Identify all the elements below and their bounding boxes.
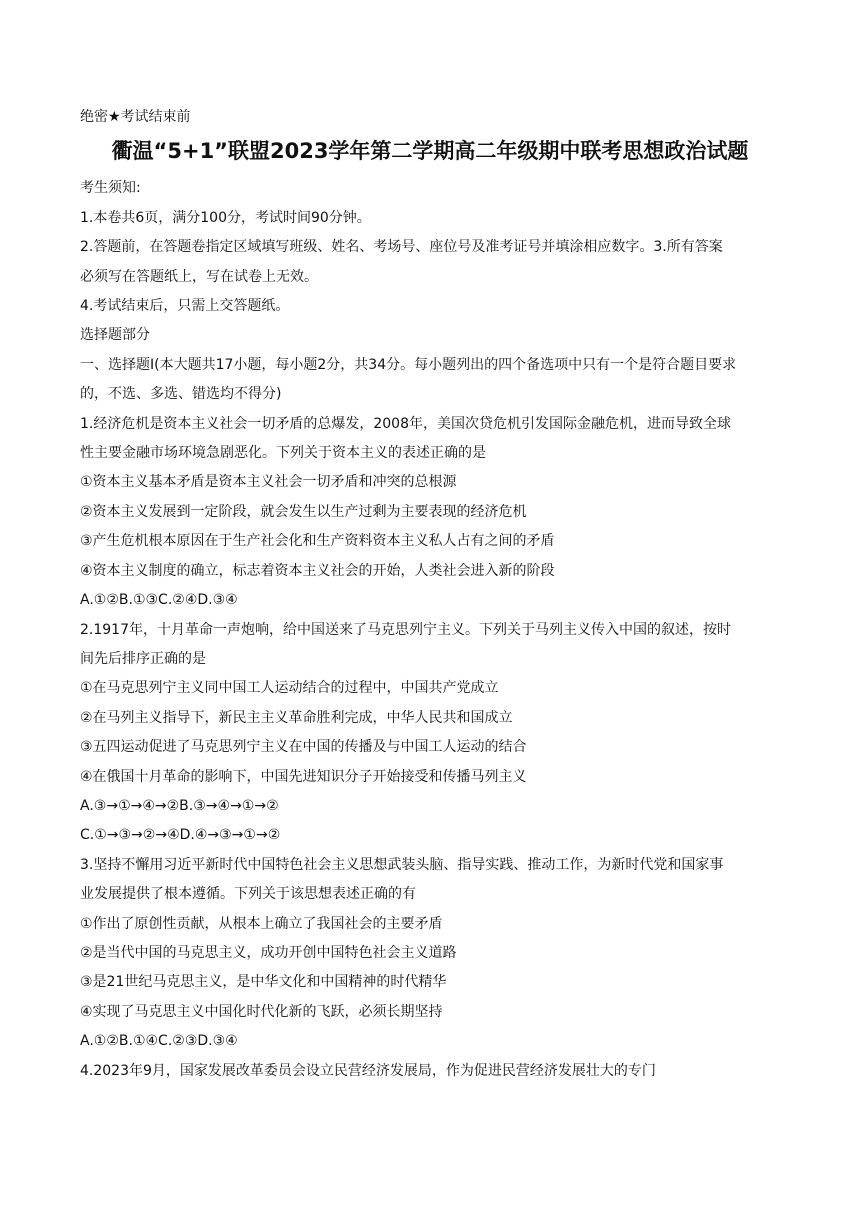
question-2-stem-line-2: 间先后排序正确的是	[80, 650, 206, 667]
question-2-option-3: ③五四运动促进了马克思列宁主义在中国的传播及与中国工人运动的结合	[80, 739, 527, 756]
question-3-stem-line-2: 业发展提供了根本遵循。下列关于该思想表述正确的有	[80, 886, 416, 903]
question-2-option-2: ②在马列主义指导下，新民主主义革命胜利完成，中华人民共和国成立	[80, 709, 513, 726]
section-part-label: 选择题部分	[80, 327, 150, 344]
notice-item-4: 4.考试结束后，只需上交答题纸。	[80, 298, 290, 315]
question-1-option-4: ④资本主义制度的确立，标志着资本主义社会的开始，人类社会进入新的阶段	[80, 562, 555, 579]
question-2-choices-line-1: A.③→①→④→②B.③→④→①→②	[80, 797, 279, 814]
question-3-option-4: ④实现了马克思主义中国化时代化新的飞跃，必须长期坚持	[80, 1003, 443, 1020]
question-2-stem-line-1: 2.1917年，十月革命一声炮响，给中国送来了马克思列宁主义。下列关于马列主义传入中国的叙述，按时	[80, 621, 731, 638]
question-1-choices: A.①②B.①③C.②④D.③④	[80, 592, 238, 609]
notice-heading: 考生须知:	[80, 180, 141, 197]
question-3-stem-line-1: 3.坚持不懈用习近平新时代中国特色社会主义思想武装头脑、指导实践、推动工作，为新时代党和国家事	[80, 856, 724, 873]
question-3-option-2: ②是当代中国的马克思主义，成功开创中国特色社会主义道路	[80, 944, 457, 961]
question-3-option-3: ③是21世纪马克思主义，是中华文化和中国精神的时代精华	[80, 974, 447, 991]
question-1-option-3: ③产生危机根本原因在于生产社会化和生产资料资本主义私人占有之间的矛盾	[80, 533, 555, 550]
notice-item-2-line-2: 必须写在答题纸上，写在试卷上无效。	[80, 268, 318, 285]
confidential-label: 绝密★考试结束前	[80, 109, 191, 125]
question-1-stem-line-1: 1.经济危机是资本主义社会一切矛盾的总爆发，2008年，美国次贷危机引发国际金融危机，进而导致全球	[80, 415, 731, 432]
notice-item-2-line-1: 2.答题前，在答题卷指定区域填写班级、姓名、考场号、座位号及准考证号并填涂相应数字。3.所有答案	[80, 239, 723, 256]
exam-title: 衢温“5+1”联盟2023学年第二学期高二年级期中联考思想政治试题	[111, 139, 749, 164]
question-1-option-2: ②资本主义发展到一定阶段，就会发生以生产过剩为主要表现的经济危机	[80, 503, 527, 520]
question-2-option-1: ①在马克思列宁主义同中国工人运动结合的过程中，中国共产党成立	[80, 680, 499, 697]
question-2-option-4: ④在俄国十月革命的影响下，中国先进知识分子开始接受和传播马列主义	[80, 768, 527, 785]
section-instructions-line-2: 的，不选、多选、错选均不得分)	[80, 386, 282, 403]
question-2-choices-line-2: C.①→③→②→④D.④→③→①→②	[80, 827, 281, 844]
question-1-stem-line-2: 性主要金融市场环境急剧恶化。下列关于资本主义的表述正确的是	[80, 445, 486, 462]
question-3-choices: A.①②B.①④C.②③D.③④	[80, 1033, 238, 1050]
question-4-stem-line-1: 4.2023年9月，国家发展改革委员会设立民营经济发展局，作为促进民营经济发展壮大的专门	[80, 1062, 656, 1079]
question-1-option-1: ①资本主义基本矛盾是资本主义社会一切矛盾和冲突的总根源	[80, 474, 457, 491]
exam-content	[80, 103, 780, 1086]
question-3-option-1: ①作出了原创性贡献，从根本上确立了我国社会的主要矛盾	[80, 915, 443, 932]
section-instructions-line-1: 一、选择题I(本大题共17小题，每小题2分，共34分。每小题列出的四个备选项中只有一个是符合题目要求	[80, 356, 737, 373]
notice-item-1: 1.本卷共6页，满分100分，考试时间90分钟。	[80, 209, 371, 226]
